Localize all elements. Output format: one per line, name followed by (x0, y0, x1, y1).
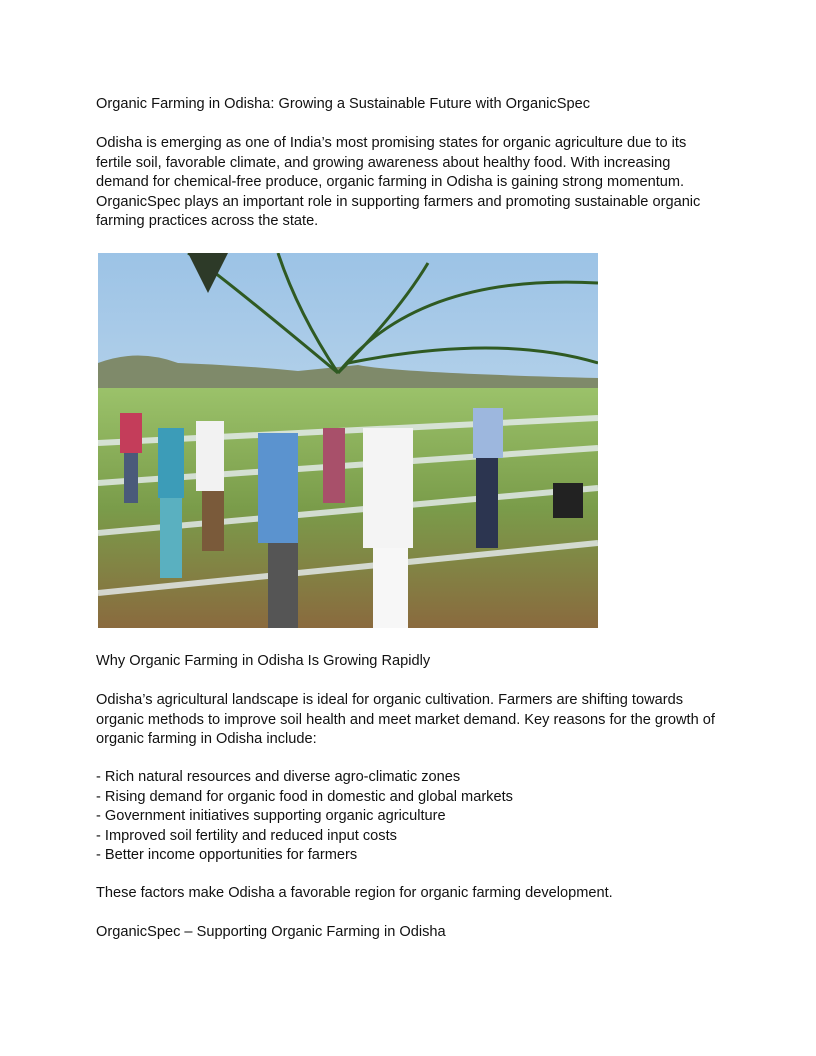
section1-conclusion: These factors make Odisha a favorable region for organic farming development. (96, 885, 613, 901)
section2-heading: OrganicSpec – Supporting Organic Farming in Odisha (96, 924, 446, 940)
farm-photo (98, 253, 598, 628)
reasons-list (96, 768, 736, 866)
section1-heading: Why Organic Farming in Odisha Is Growing Rapidly (96, 653, 431, 669)
list-item: - Rising demand for organic food in domestic and global markets (96, 788, 513, 805)
list-item: - Better income opportunities for farmers (96, 847, 358, 863)
list-item: - Rich natural resources and diverse agro-climatic zones (96, 769, 461, 785)
intro-paragraph: Odisha is emerging as one of India’s most promising states for organic agriculture due to its fertile soil, favorable climate, and growing awareness about healthy food. With increasing demand for chemical-free produce, organic farming in Odisha is gaining strong momentum. OrganicSpec plays an important role in supporting farmers and promoting sustainable organic farming practices across the state. (96, 135, 701, 229)
list-item: - Government initiatives supporting organic agriculture (96, 808, 446, 824)
section1-paragraph: Odisha’s agricultural landscape is ideal for organic cultivation. Farmers are shifting towards organic methods to improve soil health and meet market demand. Key reasons for the growth of organic farming in Odisha include: (96, 692, 715, 747)
document-title: Organic Farming in Odisha: Growing a Sustainable Future with OrganicSpec (96, 96, 590, 112)
list-item: - Improved soil fertility and reduced input costs (96, 827, 397, 844)
